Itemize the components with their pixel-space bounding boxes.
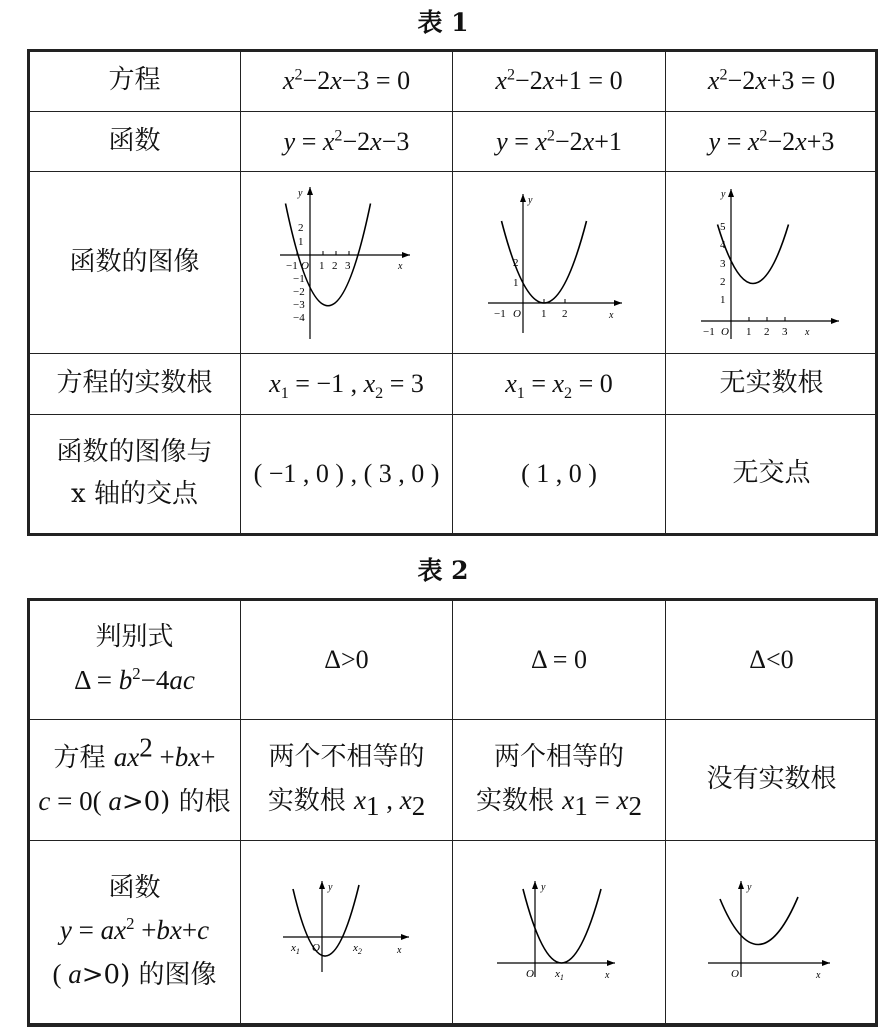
y-axis-arrow	[520, 194, 526, 202]
y-tick-label: 3	[719, 257, 725, 270]
y-tick-label: −3	[292, 298, 305, 311]
graph-cell	[666, 841, 878, 1024]
table1-row-intersection	[29, 415, 878, 534]
y-axis-label: y	[746, 882, 751, 893]
x-tick-label: 2	[763, 325, 769, 338]
x-tick-label: 1	[541, 307, 547, 320]
equation-cell: $x^2-2x+1 = 0$	[453, 51, 666, 112]
parabola-graph-3	[697, 183, 847, 343]
equation-cell: $x^2-2x+3 = 0$	[666, 51, 878, 112]
x-tick-label: 2	[331, 259, 337, 272]
y-axis-arrow	[307, 187, 313, 195]
row-label-intersection: 函数的图像与 x 轴的交点	[29, 415, 241, 534]
x-tick-label: 3	[781, 325, 787, 338]
table1-row-roots	[29, 354, 878, 415]
y-tick-label: 1	[719, 293, 725, 306]
y-tick-label: 2	[719, 275, 725, 288]
origin-label: O	[730, 968, 739, 980]
graph-cell	[453, 841, 666, 1024]
parabola-curve	[293, 885, 359, 956]
table2	[28, 599, 878, 1024]
table2-row-roots	[29, 720, 878, 841]
y-tick-label: 1	[297, 235, 303, 248]
x-tick-label: 3	[344, 259, 350, 272]
delta-cell: Δ>0	[241, 600, 453, 720]
origin-label: O	[720, 325, 729, 338]
y-tick-label: 5	[719, 220, 725, 233]
y-axis-label: y	[528, 194, 533, 206]
y-tick-label: −4	[292, 311, 305, 324]
origin-label: O	[513, 307, 521, 320]
origin-label: O	[526, 968, 534, 980]
x-axis-arrow	[822, 960, 830, 966]
delta-cell: Δ = 0	[453, 600, 666, 720]
y-axis-arrow	[319, 881, 325, 889]
x-axis-arrow	[607, 960, 615, 966]
y-axis-label: y	[541, 882, 546, 893]
roots-cell: 两个不相等的 实数根 $x_1$ , $x_2$	[241, 720, 453, 841]
row-label-discriminant: 判别式 $\Delta = b^2-4ac$	[29, 600, 241, 720]
row-label-equation: 方程	[29, 51, 241, 112]
x-tick-label: −1	[285, 259, 298, 272]
intersection-cell: ( 1 , 0 )	[453, 415, 666, 534]
row-label-function: 函数	[29, 112, 241, 172]
roots-cell: 无实数根	[666, 354, 878, 415]
parabola-no-root	[702, 877, 842, 987]
table1-row-equation	[29, 51, 878, 112]
x-axis-arrow	[402, 252, 410, 258]
origin-label: O	[300, 259, 309, 272]
row-label-roots: 方程的实数根	[29, 354, 241, 415]
delta-cell: Δ<0	[666, 600, 878, 720]
x-axis-label: x	[396, 945, 401, 956]
x-axis-arrow	[831, 318, 839, 324]
parabola-two-roots	[277, 877, 417, 987]
function-cell: $y = x^2-2x-3$	[241, 112, 453, 172]
table1-row-function	[29, 112, 878, 172]
x-tick-label: −1	[702, 325, 715, 338]
x1-label: $x_1$	[555, 968, 564, 982]
x1-label: $x_1$	[290, 942, 300, 956]
roots-cell: 两个相等的 实数根 $x_1 = x_2$	[453, 720, 666, 841]
equation-cell: $x^2-2x-3 = 0$	[241, 51, 453, 112]
y-tick-label: −1	[292, 272, 305, 285]
x-axis-label: x	[815, 970, 820, 981]
graph-cell	[241, 172, 453, 354]
roots-cell: $x_1 = x_2 = 0$	[453, 354, 666, 415]
x-axis-arrow	[614, 300, 622, 306]
table2-row-discriminant	[29, 600, 878, 720]
y-tick-label: 2	[297, 221, 303, 234]
x-axis-arrow	[401, 934, 409, 940]
x-tick-label: 1	[318, 259, 324, 272]
y-tick-label: 4	[719, 238, 725, 251]
function-cell: $y = x^2-2x+3$	[666, 112, 878, 172]
parabola-graph-1	[272, 183, 422, 343]
roots-cell: $x_1 = -1$ , $x_2 = 3$	[241, 354, 453, 415]
x-axis-label: x	[605, 970, 610, 981]
roots-cell: 没有实数根	[666, 720, 878, 841]
y-tick-label: 2	[513, 256, 519, 269]
graph-cell	[666, 172, 878, 354]
x-tick-label: 2	[562, 307, 568, 320]
table1-caption: 表 1	[417, 8, 469, 37]
graph-cell	[453, 172, 666, 354]
intersection-cell: ( −1 , 0 ) , ( 3 , 0 )	[241, 415, 453, 534]
parabola-curve	[717, 224, 788, 283]
parabola-graph-2	[484, 188, 634, 338]
y-tick-label: 1	[513, 276, 519, 289]
x-tick-label: 1	[745, 325, 751, 338]
y-axis-arrow	[738, 881, 744, 889]
x2-label: $x_2$	[352, 942, 362, 956]
x-axis-label: x	[609, 309, 614, 321]
row-label-graph: 函数的图像	[29, 172, 241, 354]
x-tick-label: −1	[494, 307, 506, 320]
row-label-function-graph: 函数 $y = ax^2 +bx+c$ ( a>0) 的图像	[29, 841, 241, 1024]
graph-cell	[241, 841, 453, 1024]
y-axis-arrow	[728, 189, 734, 197]
table2-row-graph	[29, 841, 878, 1024]
x-axis-label: x	[397, 260, 402, 272]
function-cell: $y = x^2-2x+1$	[453, 112, 666, 172]
y-axis-label: y	[327, 882, 332, 893]
row-label-equation-roots: 方程 $ax^2 +bx+$ c = 0( a>0) 的根	[29, 720, 241, 841]
parabola-curve	[720, 897, 798, 945]
intersection-cell: 无交点	[666, 415, 878, 534]
table2-caption: 表 2	[417, 556, 469, 585]
parabola-one-root	[489, 877, 629, 987]
table1-row-graph	[29, 172, 878, 354]
x-axis-label: x	[804, 326, 809, 338]
y-axis-label: y	[720, 188, 725, 200]
y-tick-label: −2	[292, 285, 305, 298]
table1	[28, 50, 878, 534]
y-axis-label: y	[297, 187, 302, 199]
y-axis-arrow	[532, 881, 538, 889]
origin-label: O	[311, 942, 320, 954]
